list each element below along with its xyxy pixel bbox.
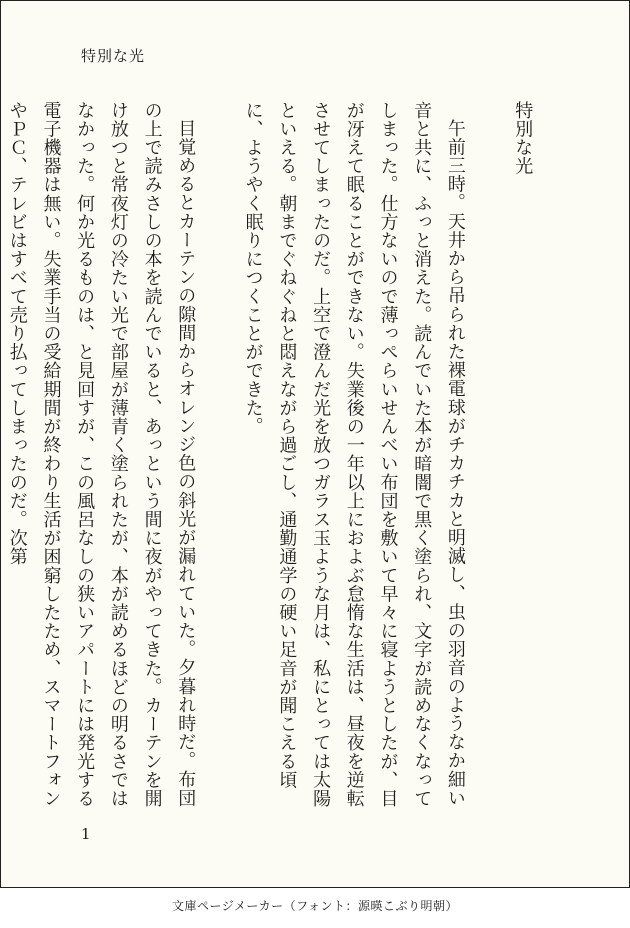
- story-title: 特別な光: [512, 101, 534, 176]
- footer-credit: 文庫ページメーカー（フォント：源暎こぶり明朝）: [171, 899, 459, 913]
- vertical-body-text: [0, 101, 573, 821]
- paragraph-2: 目覚めるとカーテンの隙間からオレンジ色の斜光が漏れていた。夕暮れ時だ。布団の上で読みさしの本を読んでいると、あっという間に夜がやってきた。カーテンを開け放つと常夜灯の冷たい光で部屋が薄青く塗られたが、本が読めるほどの明るさではなかった。何か光るものは、と見回すが、この風呂なしの狭いアパートには発光する電子機器は無い。失業手当の受給期間が終わり生活が困窮したため、スマートフォンやＰＣ、テレビはすべて売り払ってしまったのだ。次第: [6, 101, 197, 808]
- page-number: 1: [81, 825, 91, 843]
- running-head: 特別な光: [81, 47, 146, 65]
- paragraph-1: 午前三時。天井から吊られた裸電球がチカチカと明滅し、虫の羽音のようなか細い音と共に、ふっと消えた。読んでいた本が暗闇で黒く塗られ、文字が読めなくなってしまった。仕方ないので薄っぺらいせんべい布団を敷いて早々に寝ようとしたが、目が冴えて眠ることができない。失業後の一年以上におよぶ怠惰な生活は、昼夜を逆転させてしまったのだ。上空で澄んだ光を放つガラス玉ような月は、私にとっては太陽といえる。朝までぐねぐねと悶えながら過ごし、通勤通学の硬い足音が聞こえる頃に、ようやく眠りにつくことができた。: [242, 101, 466, 808]
